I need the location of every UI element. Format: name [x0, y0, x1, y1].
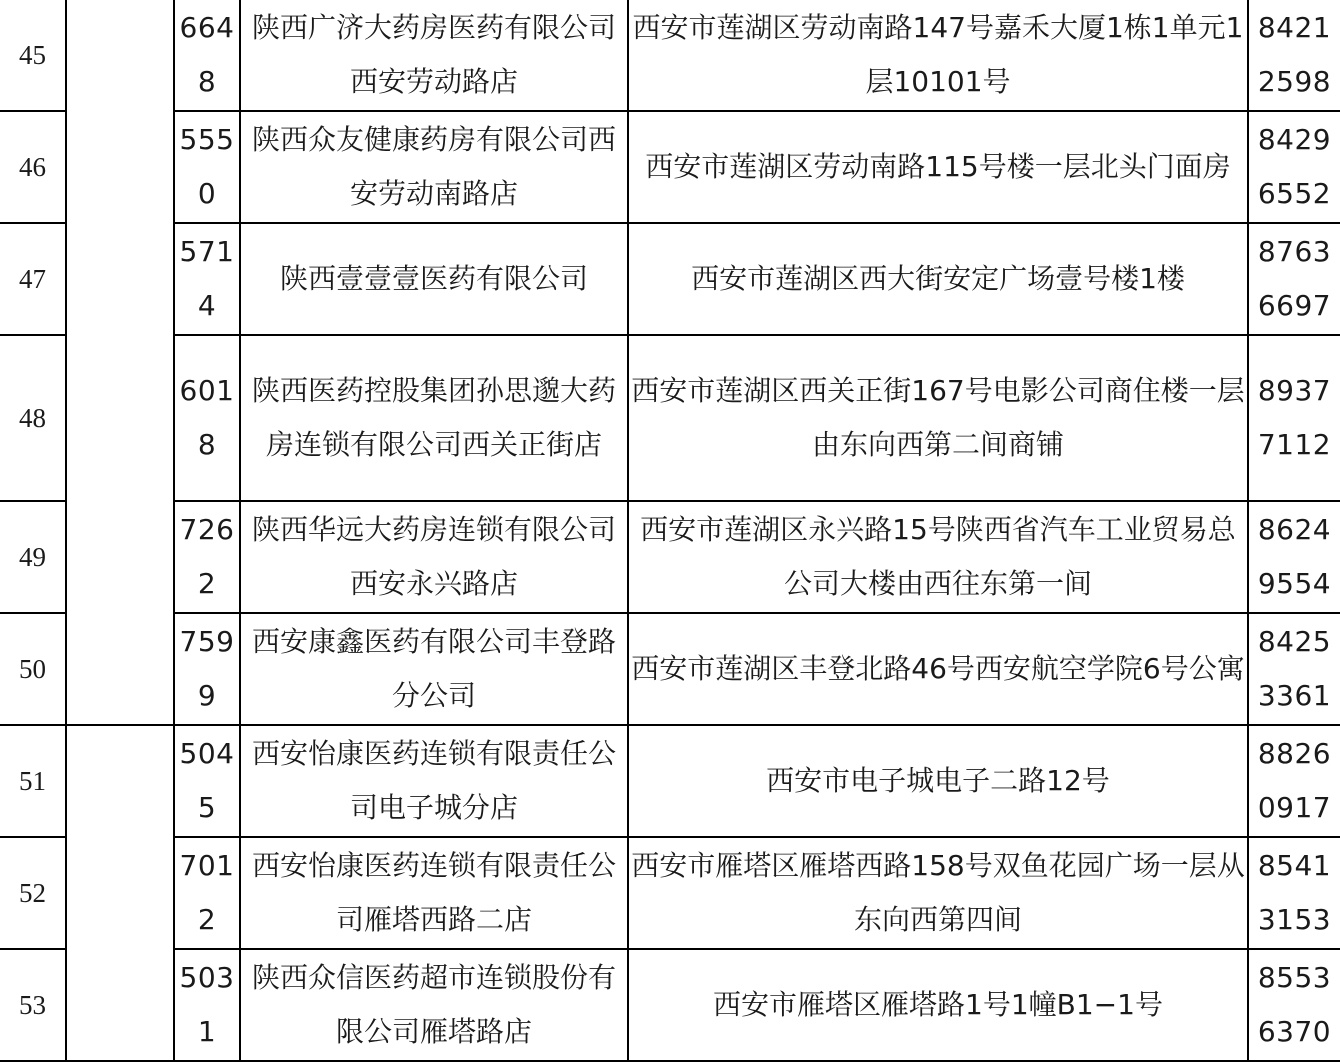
district-cell [66, 725, 174, 1061]
store-phone: 86249554 [1248, 501, 1340, 613]
table-row [0, 335, 1340, 501]
store-code: 5550 [174, 111, 240, 223]
store-phone: 89377112 [1248, 335, 1340, 501]
store-code: 7012 [174, 837, 240, 949]
store-address: 西安市莲湖区劳动南路147号嘉禾大厦1栋1单元1层10101号 [628, 0, 1248, 111]
row-index: 49 [0, 501, 66, 613]
store-name: 陕西广济大药房医药有限公司西安劳动路店 [240, 0, 628, 111]
row-index: 45 [0, 0, 66, 111]
table-row [0, 613, 1340, 725]
store-address: 西安市雁塔区雁塔路1号1幢B1−1号 [628, 949, 1248, 1061]
row-index: 48 [0, 335, 66, 501]
store-name: 西安康鑫医药有限公司丰登路分公司 [240, 613, 628, 725]
store-address: 西安市莲湖区劳动南路115号楼一层北头门面房 [628, 111, 1248, 223]
store-code: 5031 [174, 949, 240, 1061]
table-row [0, 837, 1340, 949]
row-index: 47 [0, 223, 66, 335]
store-address: 西安市莲湖区西关正街167号电影公司商住楼一层由东向西第二间商铺 [628, 335, 1248, 501]
store-name: 陕西壹壹壹医药有限公司 [240, 223, 628, 335]
row-index: 46 [0, 111, 66, 223]
table-row [0, 111, 1340, 223]
store-address: 西安市莲湖区西大街安定广场壹号楼1楼 [628, 223, 1248, 335]
store-code: 7262 [174, 501, 240, 613]
table-row [0, 725, 1340, 837]
store-code: 5045 [174, 725, 240, 837]
table-row [0, 949, 1340, 1061]
table-row [0, 501, 1340, 613]
store-phone: 87636697 [1248, 223, 1340, 335]
store-phone: 84253361 [1248, 613, 1340, 725]
store-phone: 84212598 [1248, 0, 1340, 111]
store-name: 陕西众友健康药房有限公司西安劳动南路店 [240, 111, 628, 223]
store-phone: 85413153 [1248, 837, 1340, 949]
store-name: 陕西众信医药超市连锁股份有限公司雁塔路店 [240, 949, 628, 1061]
store-phone: 85536370 [1248, 949, 1340, 1061]
store-code: 6018 [174, 335, 240, 501]
store-address: 西安市莲湖区永兴路15号陕西省汽车工业贸易总公司大楼由西往东第一间 [628, 501, 1248, 613]
store-code: 5714 [174, 223, 240, 335]
table-row [0, 223, 1340, 335]
row-index: 51 [0, 725, 66, 837]
table-row [0, 0, 1340, 111]
store-code: 7599 [174, 613, 240, 725]
store-address: 西安市莲湖区丰登北路46号西安航空学院6号公寓 [628, 613, 1248, 725]
store-phone: 88260917 [1248, 725, 1340, 837]
district-cell [66, 0, 174, 725]
store-code: 6648 [174, 0, 240, 111]
store-name: 陕西医药控股集团孙思邈大药房连锁有限公司西关正街店 [240, 335, 628, 501]
store-name: 西安怡康医药连锁有限责任公司雁塔西路二店 [240, 837, 628, 949]
store-address: 西安市雁塔区雁塔西路158号双鱼花园广场一层从东向西第四间 [628, 837, 1248, 949]
store-name: 西安怡康医药连锁有限责任公司电子城分店 [240, 725, 628, 837]
store-name: 陕西华远大药房连锁有限公司西安永兴路店 [240, 501, 628, 613]
row-index: 53 [0, 949, 66, 1061]
store-address: 西安市电子城电子二路12号 [628, 725, 1248, 837]
row-index: 52 [0, 837, 66, 949]
store-phone: 84296552 [1248, 111, 1340, 223]
row-index: 50 [0, 613, 66, 725]
